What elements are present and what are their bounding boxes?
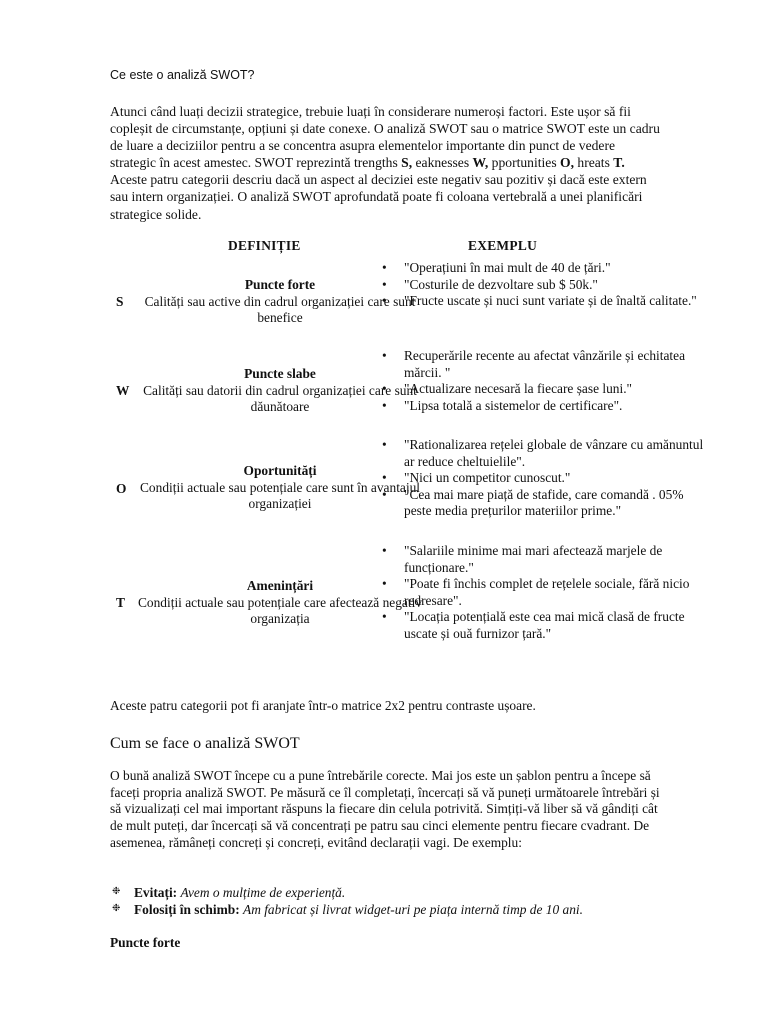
row-description: Calități sau active din cadrul organizației care sunt benefice bbox=[144, 293, 416, 326]
intro-s: S, bbox=[401, 155, 413, 171]
tips-list bbox=[110, 884, 670, 918]
row-title: Puncte slabe bbox=[244, 366, 316, 381]
row-title: Oportunități bbox=[243, 463, 317, 478]
example-item: • "Actualizare necesară la fiecare șase luni." bbox=[378, 381, 708, 398]
row-examples bbox=[378, 348, 708, 414]
intro-text-1: Atunci când luați decizii strategice, trebuie luați în considerare numeroși factori. Este ușor să fii copleșit de circumstanțe, opțiuni și date conexe. O analiză SWOT sau o matrice SWOT este un cadru de luare a deciziilor pentru a se concentra asupra elementelor importante din punct de vedere strategic în acest amestec. SWOT reprezintă trengths bbox=[110, 104, 660, 171]
intro-text-3: pportunities bbox=[488, 155, 561, 171]
row-description: Condiții actuale sau potențiale care afectează negativ organizația bbox=[137, 594, 423, 627]
intro-text-2: eaknesses bbox=[412, 155, 473, 171]
row-letter: O bbox=[116, 481, 127, 496]
row-letter: T bbox=[116, 595, 125, 610]
row-examples bbox=[378, 543, 708, 643]
row-title: Amenințări bbox=[246, 578, 314, 593]
strengths-heading: Puncte forte bbox=[110, 935, 181, 950]
row-title: Puncte forte bbox=[244, 277, 316, 292]
example-item: • Recuperările recente au afectat vânzările și echitatea mărcii. " bbox=[378, 348, 708, 381]
tip-label: Folosiți în schimb: bbox=[134, 902, 240, 917]
example-item: • "Poate fi închis complet de rețelele sociale, fără nicio redresare". bbox=[378, 576, 708, 609]
example-item: • "Salariile minime mai mari afectează marjele de funcționare." bbox=[378, 543, 708, 576]
example-item: • "Lipsa totală a sistemelor de certificare". bbox=[378, 398, 708, 415]
tip-text: Avem o mulțime de experiență. bbox=[180, 885, 346, 900]
tip-avoid bbox=[110, 884, 670, 901]
row-description: Calități sau datorii din cadrul organizației care sunt dăunătoare bbox=[143, 382, 417, 415]
row-letter: W bbox=[116, 383, 130, 398]
example-item: • "Operațiuni în mai mult de 40 de țări." bbox=[378, 260, 708, 277]
matrix-note: Aceste patru categorii pot fi aranjate într-o matrice 2x2 pentru contraste ușoare. bbox=[110, 698, 536, 713]
intro-text-4: hreats bbox=[574, 155, 614, 171]
intro-text-5: Aceste patru categorii descriu dacă un aspect al deciziei este negativ sau pozitiv și dacă este extern sau intern organizației. O analiză SWOT aprofundată poate fi coloana vertebrală a unei planificări strategice solide. bbox=[110, 172, 647, 222]
example-item: • "Costurile de dezvoltare sub $ 50k." bbox=[378, 277, 708, 294]
intro-paragraph bbox=[110, 103, 660, 223]
intro-w: W, bbox=[472, 155, 489, 171]
row-examples bbox=[378, 260, 708, 310]
example-item: • "Nici un competitor cunoscut." bbox=[378, 470, 708, 487]
example-item: • "Cea mai mare piață de stafide, care comandă . 05% peste media prețurilor materiilor prime." bbox=[378, 487, 708, 520]
row-examples bbox=[378, 437, 708, 520]
tip-label: Evitați: bbox=[134, 885, 178, 900]
example-item: • "Locația potențială este cea mai mică clasă de fructe uscate și ouă furnizor țară." bbox=[378, 609, 708, 642]
how-to-paragraph: O bună analiză SWOT începe cu a pune întrebările corecte. Mai jos este un șablon pentru a începe să faceți propria analiză SWOT. Pe măsură ce îl completați, încercați să vă puneți următoarele întrebări și să vizualizați cel mai important răspuns la fiecare din celula potrivită. Simțiți-vă liber să vă gândiți cât de mult puteți, dar încercați să vă concentrați pe patru sau cinci elemente pentru fiecare cvadrant. De asemenea, rămâneți concreți și concreți, evitând declarații vagi. De exemplu: bbox=[110, 768, 660, 850]
intro-t: T. bbox=[613, 155, 625, 171]
definition-column-header: DEFINIȚIE bbox=[228, 238, 301, 253]
row-letter: S bbox=[116, 294, 124, 309]
tip-use-instead bbox=[110, 901, 670, 918]
tip-text: Am fabricat și livrat widget-uri pe piața internă timp de 10 ani. bbox=[243, 902, 583, 917]
example-item: • "Fructe uscate și nuci sunt variate și de înaltă calitate." bbox=[378, 293, 708, 310]
example-column-header: EXEMPLU bbox=[468, 238, 538, 253]
section-heading: Ce este o analiză SWOT? bbox=[110, 68, 255, 82]
intro-o: O, bbox=[560, 155, 575, 171]
example-item: • "Rationalizarea rețelei globale de vânzare cu amănuntul ar reduce cheltuielile". bbox=[378, 437, 708, 470]
row-description: Condiții actuale sau potențiale care sunt în avantajul organizației bbox=[140, 479, 420, 512]
how-to-heading: Cum se face o analiză SWOT bbox=[110, 735, 300, 752]
